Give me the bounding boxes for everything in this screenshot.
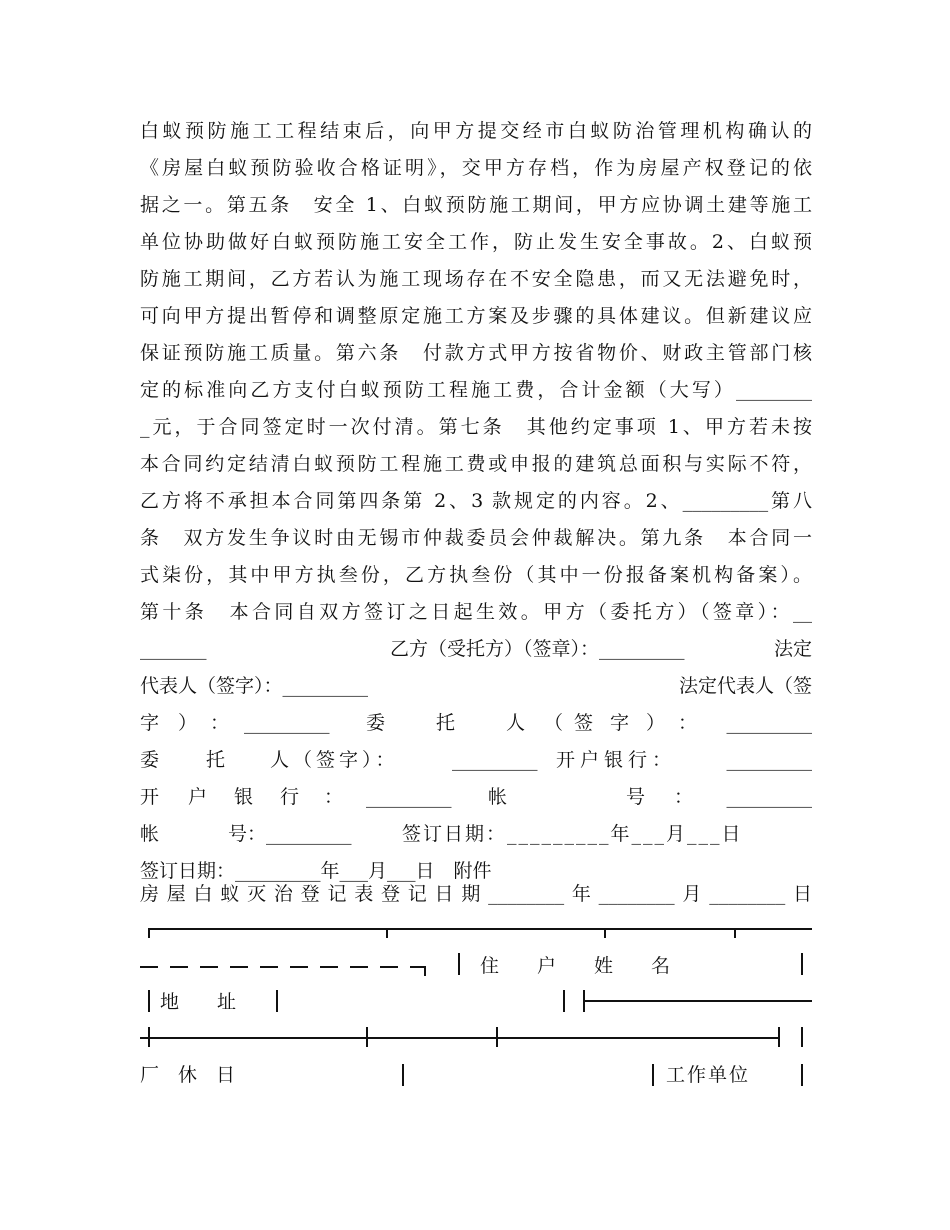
paragraph-line: 式柒份，其中甲方执叁份，乙方执叁份（其中一份报备案机构备案）。 [140, 564, 812, 586]
address-label: 地 址 [160, 991, 237, 1013]
table-tick [801, 953, 803, 975]
table-tick [778, 1027, 780, 1047]
text-char: 行 [280, 786, 300, 808]
signature-row [140, 779, 812, 815]
signature-row [140, 816, 812, 852]
table-tick [386, 928, 388, 938]
text-char: 字 [610, 712, 630, 734]
paragraph-line: 《房屋白蚁预防验收合格证明》，交甲方存档，作为房屋产权登记的依 [140, 157, 812, 179]
party-b-seal: 乙方（受托方）（签章）：_________ [390, 638, 685, 660]
table-tick [402, 1064, 404, 1086]
paragraph-line: 乙方将不承担本合同第四条第 2、3 款规定的内容。2、_________第八 [140, 490, 812, 512]
table-rule [140, 1037, 780, 1039]
factory-rest-day-label: 厂 休 日 [140, 1064, 236, 1086]
signing-date-field: 签订日期：_________年___月___日 [402, 823, 743, 845]
signature-row [140, 668, 812, 704]
text-char: ： [324, 786, 344, 808]
paragraph-line: 据之一。第五条 安全 1、白蚁预防施工期间，甲方应协调土建等施工 [140, 194, 812, 216]
table-tick [148, 928, 150, 938]
text-char: 银 [234, 786, 254, 808]
work-unit-label: 工作单位 [666, 1064, 751, 1086]
table-tick [148, 990, 150, 1012]
paragraph-line: 保证预防施工质量。第六条 付款方式甲方按省物价、财政主管部门核 [140, 342, 812, 364]
blank-field: _________ [726, 712, 812, 734]
signature-row [140, 742, 812, 778]
text-char: 帐 [488, 786, 508, 808]
table-tick [563, 990, 565, 1012]
party-b-legal-rep: 法定代表人（签 [678, 675, 812, 697]
blank-field: _________ [366, 786, 452, 808]
paragraph-line: 定的标准向乙方支付白蚁预防工程施工费，合计金额（大写）________ [140, 379, 812, 401]
party-a-seal-blank: _______ [140, 638, 207, 660]
table-tick [366, 1027, 368, 1047]
text-char: ： [210, 712, 230, 734]
table-tick [734, 928, 736, 938]
account-number-field: 号：_________ [228, 823, 352, 845]
text-char: ： [674, 786, 694, 808]
paragraph-line: 条 双方发生争议时由无锡市仲裁委员会仲裁解决。第九条 本合同一 [140, 527, 812, 549]
text-char: 号 [626, 786, 646, 808]
text-char: 户 [188, 786, 208, 808]
text-char: 人 [506, 712, 526, 734]
blank-field: _________ [244, 712, 330, 734]
table-tick [148, 1027, 150, 1047]
text-char: 字 [140, 712, 160, 734]
text-char: 委 [366, 712, 386, 734]
paragraph-line: 第十条 本合同自双方签订之日起生效。甲方（委托方）（签章）：__ [140, 601, 812, 623]
text-char: ） [646, 712, 666, 734]
table-tick [652, 1064, 654, 1086]
paragraph-line: _元，于合同签定时一次付清。第七条 其他约定事项 1、甲方若未按 [140, 416, 812, 438]
signature-row [140, 631, 812, 667]
table-tick [276, 990, 278, 1012]
table-tick [801, 1064, 803, 1086]
text-char: 签 [574, 712, 594, 734]
table-tick [458, 953, 460, 975]
legal-rep-label: 法定 [773, 638, 812, 660]
party-a-legal-rep: 代表人（签字）：_________ [140, 675, 369, 697]
blank-field: _________ [452, 749, 538, 771]
paragraph-line: 本合同约定结清白蚁预防工程施工费或申报的建筑总面积与实际不符， [140, 453, 812, 475]
resident-name-label: 住 户 姓 名 [480, 955, 671, 977]
registration-title: 房屋白蚁灭治登记表登记日期________年________月________日 [140, 883, 812, 905]
text-char: 托 [206, 749, 226, 771]
table-rule [583, 1000, 812, 1002]
text-char: （ [544, 712, 564, 734]
table-tick [496, 1027, 498, 1047]
paragraph-line: 单位协助做好白蚁预防施工安全工作，防止发生安全事故。2、白蚁预 [140, 231, 812, 253]
text-char: 托 [436, 712, 456, 734]
paragraph-line: 防施工期间，乙方若认为施工现场存在不安全隐患，而又无法避免时， [140, 268, 812, 290]
table-rule [148, 928, 812, 930]
signature-row [140, 705, 812, 741]
table-tick [604, 928, 606, 938]
blank-field: _________ [726, 749, 812, 771]
paragraph-line: 白蚁预防施工工程结束后，向甲方提交经市白蚁防治管理机构确认的 [140, 120, 812, 142]
text-char: ） [178, 712, 198, 734]
text-char: 开 [140, 786, 160, 808]
signing-date-attachment: 签订日期：_________年___月___日 附件 [140, 860, 492, 882]
text-char: 委 [140, 749, 160, 771]
paragraph-line: 可向甲方提出暂停和调整原定施工方案及步骤的具体建议。但新建议应 [140, 305, 812, 327]
text-label: 开户银行： [556, 749, 677, 771]
text-label: 人（签字）： [270, 749, 399, 771]
blank-field: _________ [726, 786, 812, 808]
text-char: ： [678, 712, 698, 734]
table-tick [801, 1027, 803, 1047]
text-char: 帐 [140, 823, 160, 845]
